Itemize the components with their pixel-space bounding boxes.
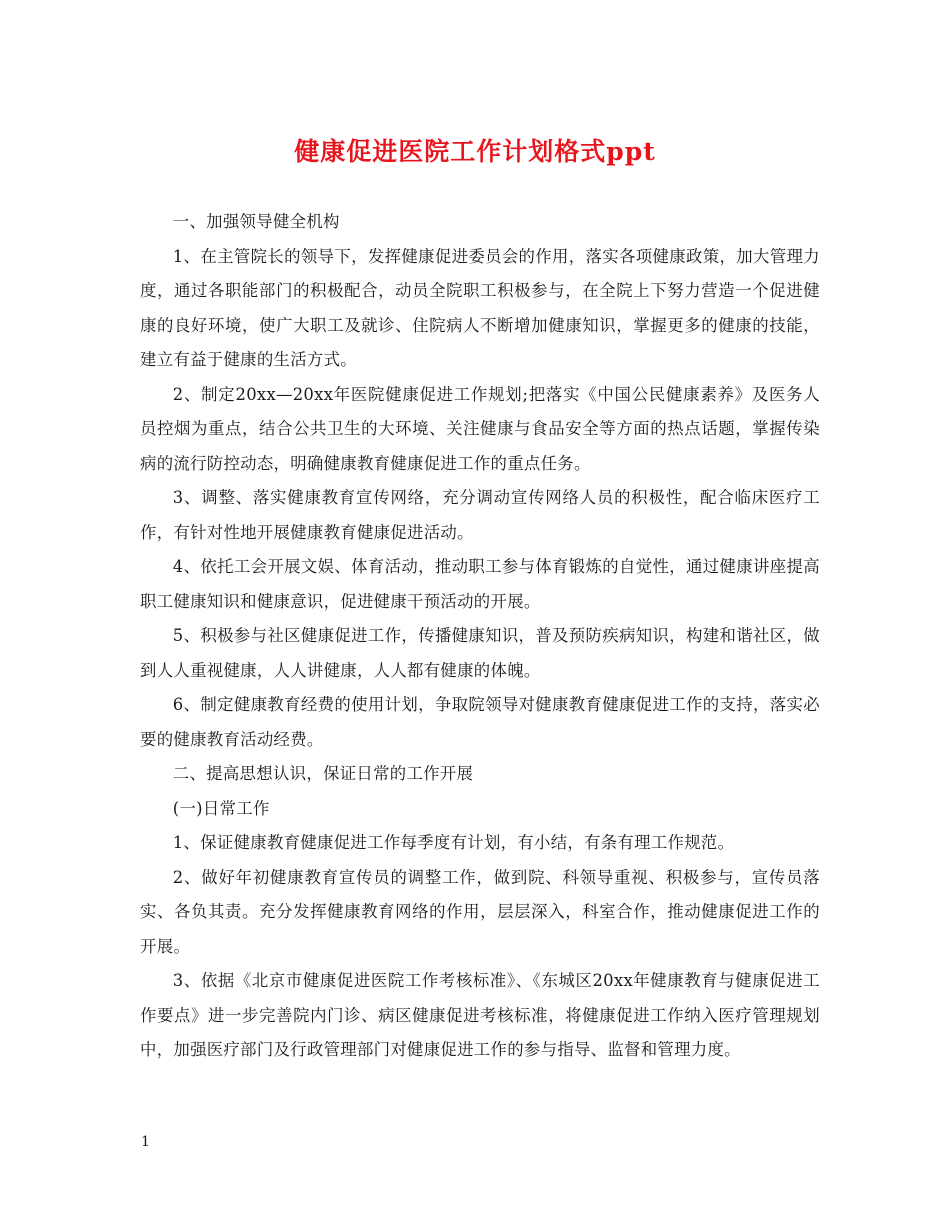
document-title: 健康促进医院工作计划格式ppt — [294, 137, 656, 166]
paragraph: 3、依据《北京市健康促进医院工作考核标准》、《东城区20xx年健康教育与健康促进工作要点》进一步完善院内门诊、病区健康促进考核标准，将健康促进工作纳入医疗管理规划中，加强医疗部门及行政管理部门对健康促进工作的参与指导、监督和管理力度。 — [140, 971, 820, 1059]
subsection-heading: (一)日常工作 — [172, 798, 270, 818]
paragraph: 2、制定20xx—20xx年医院健康促进工作规划;把落实《中国公民健康素养》及医务人员控烟为重点，结合公共卫生的大环境、关注健康与食品安全等方面的热点话题，掌握传染病的流行防控动态，明确健康教育健康促进工作的重点任务。 — [140, 384, 820, 473]
paragraph: 5、积极参与社区健康促进工作，传播健康知识，普及预防疾病知识，构建和谐社区，做到人人重视健康，人人讲健康，人人都有健康的体魄。 — [140, 626, 820, 680]
paragraph: 1、保证健康教育健康促进工作每季度有计划，有小结，有条有理工作规范。 — [172, 833, 735, 852]
document-body — [140, 205, 820, 1068]
section-heading: 一、加强领导健全机构 — [172, 212, 340, 231]
page-number: 1 — [141, 1134, 150, 1150]
paragraph: 4、依托工会开展文娱、体育活动，推动职工参与体育锻炼的自觉性，通过健康讲座提高职工健康知识和健康意识，促进健康干预活动的开展。 — [140, 557, 820, 611]
section-heading: 二、提高思想认识，保证日常的工作开展 — [172, 764, 474, 783]
paragraph: 2、做好年初健康教育宣传员的调整工作，做到院、科领导重视、积极参与，宣传员落实、各负其责。充分发挥健康教育网络的作用，层层深入，科室合作，推动健康促进工作的开展。 — [140, 867, 820, 956]
paragraph: 3、调整、落实健康教育宣传网络，充分调动宣传网络人员的积极性，配合临床医疗工作，有针对性地开展健康教育健康促进活动。 — [140, 488, 820, 542]
paragraph: 6、制定健康教育经费的使用计划，争取院领导对健康教育健康促进工作的支持，落实必要的健康教育活动经费。 — [140, 695, 820, 749]
paragraph: 1、在主管院长的领导下，发挥健康促进委员会的作用，落实各项健康政策，加大管理力度，通过各职能部门的积极配合，动员全院职工积极参与，在全院上下努力营造一个促进健康的良好环境，使广大职工及就诊、住院病人不断增加健康知识，掌握更多的健康的技能，建立有益于健康的生活方式。 — [140, 246, 820, 369]
